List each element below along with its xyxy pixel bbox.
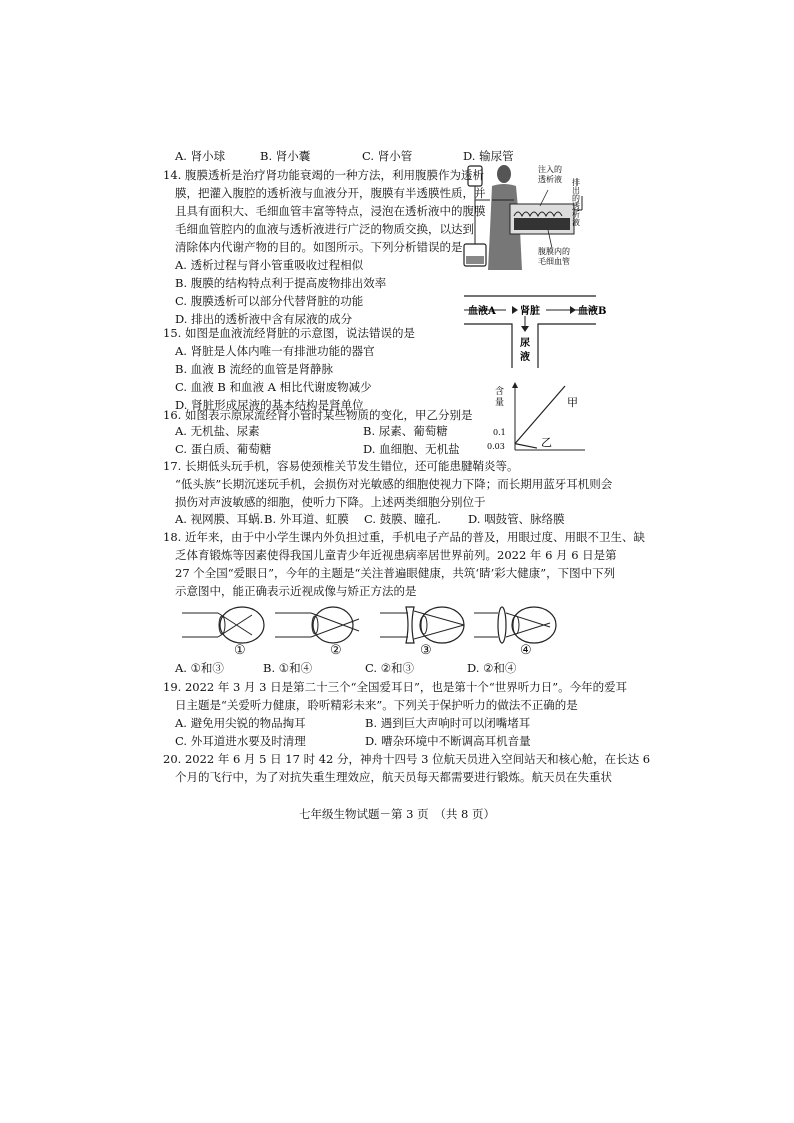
q14-option-b: B. 腹膜的结构特点利于提高废物排出效率 bbox=[175, 276, 387, 290]
q15-option-d: D. 肾脏形成尿液的基本结构是肾单位 bbox=[175, 398, 364, 412]
q18-stem-line-3: 27 个全国“爱眼日”，今年的主题是“关注普遍眼健康，共筑‘睛’彩大健康”，下图中下列 bbox=[175, 566, 616, 580]
q14-stem-line-5: 清除体内代谢产物的目的。如图所示。下列分析错误的是 bbox=[175, 240, 463, 254]
q15-option-c: C. 血液 B 和血液 A 相比代谢废物减少 bbox=[175, 380, 372, 394]
series-jia-line bbox=[515, 386, 565, 444]
label-jia: 甲 bbox=[567, 396, 578, 409]
q18-option-b: B. ①和④ bbox=[263, 661, 313, 675]
q18-option-a: A. ①和③ bbox=[175, 661, 224, 675]
q13-option-c: C. 肾小管 bbox=[362, 149, 413, 163]
q16-option-c: C. 蛋白质、葡萄糖 bbox=[175, 442, 272, 456]
q19-option-b: B. 遇到巨大声响时可以闭嘴堵耳 bbox=[365, 716, 531, 730]
q16-option-b: B. 尿素、葡萄糖 bbox=[363, 424, 448, 438]
q16-stem: 16. 如图表示原尿流经肾小管时某些物质的变化，甲乙分别是 bbox=[163, 408, 473, 422]
label-capillaries-2: 毛细血管 bbox=[538, 257, 570, 266]
label-yi: 乙 bbox=[541, 436, 552, 449]
q18-option-c: C. ②和③ bbox=[365, 661, 415, 675]
q15-option-a: A. 肾脏是人体内唯一有排泄功能的器官 bbox=[175, 344, 375, 358]
q14-stem-line-1: 14. 腹膜透析是治疗肾功能衰竭的一种方法，利用腹膜作为透析 bbox=[163, 168, 484, 182]
q15-option-b: B. 血液 B 流经的血管是肾静脉 bbox=[175, 362, 334, 376]
q13-option-a: A. 肾小球 bbox=[175, 149, 226, 163]
figure-number-3: ③ bbox=[420, 643, 432, 658]
label-injected-fluid: 注入的 bbox=[538, 165, 562, 174]
q17-stem-line-1: 17. 长期低头玩手机，容易使颈椎关节发生错位，还可能患腱鞘炎等。 bbox=[163, 459, 519, 473]
q14-stem-line-4: 毛细血管腔内的血液与透析液进行广泛的物质交换，以达到 bbox=[175, 222, 474, 236]
figure-number-4: ④ bbox=[520, 643, 532, 658]
q14-stem-line-3: 且具有面积大、毛细血管丰富等特点，浸泡在透析液中的腹膜 bbox=[175, 204, 486, 218]
eye-diagram-4 bbox=[474, 605, 566, 645]
q16-option-a: A. 无机盐、尿素 bbox=[175, 424, 260, 438]
label-urine: 尿 bbox=[520, 338, 530, 349]
label-urine-2: 液 bbox=[520, 352, 530, 363]
eye-diagram-3 bbox=[380, 605, 472, 645]
label-capillaries: 腹膜内的 bbox=[538, 247, 570, 256]
q16-option-d: D. 血细胞、无机盐 bbox=[363, 442, 460, 456]
y-axis-label-1: 含 bbox=[495, 387, 505, 397]
q13-option-b: B. 肾小囊 bbox=[260, 149, 311, 163]
q19-option-a: A. 避免用尖锐的物品掏耳 bbox=[175, 716, 306, 730]
substance-change-graph bbox=[485, 380, 605, 455]
convex-lens-icon bbox=[498, 607, 506, 643]
q19-option-c: C. 外耳道进水要及时清理 bbox=[175, 734, 306, 748]
tick-low: 0.03 bbox=[487, 442, 505, 451]
q19-option-d: D. 嘈杂环境中不断调高耳机音量 bbox=[365, 734, 531, 748]
label-drained-fluid: 排出的透析液 bbox=[571, 178, 581, 226]
q14-stem-line-2: 膜，把灌入腹腔的透析液与血液分开，腹膜有半透膜性质，并 bbox=[175, 186, 486, 200]
label-urine-full: 尿液 bbox=[660, 290, 662, 291]
concave-lens-icon bbox=[406, 607, 414, 643]
q20-stem-line-2: 个月的飞行中，为了对抗失重生理效应，航天员每天都需要进行锻炼。航天员在失重状 bbox=[175, 770, 612, 784]
figure-number-1: ① bbox=[234, 643, 246, 658]
eye-diagram-1 bbox=[182, 605, 274, 645]
q17-stem-line-2: “低头族”长期沉迷玩手机，会损伤对光敏感的细胞使视力下降；而长期用蓝牙耳机则会 bbox=[175, 477, 613, 491]
dialysis-figure bbox=[460, 160, 590, 275]
kidney-flow-figure bbox=[460, 290, 662, 370]
q17-option-d: D. 咽鼓管、脉络膜 bbox=[468, 512, 565, 526]
label-blood-a: 血液A bbox=[468, 306, 496, 317]
figure-number-2: ② bbox=[330, 643, 342, 658]
label-kidney: 肾脏 bbox=[520, 306, 540, 317]
page-footer: 七年级生物试题－第 3 页 （共 8 页） bbox=[298, 807, 495, 821]
q14-option-c: C. 腹膜透析可以部分代替肾脏的功能 bbox=[175, 294, 364, 308]
q14-option-a: A. 透析过程与肾小管重吸收过程相似 bbox=[175, 258, 364, 272]
y-axis-label-2: 量 bbox=[495, 398, 505, 408]
q19-stem-line-2: 日主题是“关爱听力健康，聆听精彩未来”。下列关于保护听力的做法不正确的是 bbox=[175, 698, 578, 712]
q18-stem-line-1: 18. 近年来，由于中小学生课内外负担过重，手机电子产品的普及，用眼过度、用眼不卫生、缺 bbox=[163, 530, 645, 544]
q17-option-b: B. 外耳道、虹膜 bbox=[264, 512, 349, 526]
q13-option-d: D. 输尿管 bbox=[463, 149, 514, 163]
q18-stem-line-2: 乏体育锻炼等因素使得我国儿童青少年近视患病率居世界前列。2022 年 6 月 6 日是第 bbox=[175, 548, 617, 562]
q18-stem-line-4: 示意图中，能正确表示近视成像与矫正方法的是 bbox=[175, 584, 417, 598]
q20-stem-line-1: 20. 2022 年 6 月 5 日 17 时 42 分，神舟十四号 3 位航天员进入空间站天和核心舱，在长达 6 bbox=[163, 752, 651, 766]
y-axis-label: 含量 bbox=[595, 380, 597, 381]
q15-stem: 15. 如图是血液流经肾脏的示意图，说法错误的是 bbox=[163, 326, 415, 340]
q19-stem-line-1: 19. 2022 年 3 月 3 日是第二十三个“全国爱耳日”，也是第十个“世界听力日”。今年的爱耳 bbox=[163, 680, 628, 694]
tick-high: 0.1 bbox=[493, 428, 506, 437]
q18-option-d: D. ②和④ bbox=[467, 661, 517, 675]
q17-option-a: A. 视网膜、耳蜗. bbox=[175, 512, 264, 526]
q14-option-d: D. 排出的透析液中含有尿液的成分 bbox=[175, 312, 353, 326]
q17-option-c: C. 鼓膜、瞳孔. bbox=[364, 512, 441, 526]
eye-diagram-2 bbox=[275, 605, 367, 645]
label-blood-b: 血液B bbox=[578, 306, 607, 317]
series-yi-line bbox=[515, 444, 537, 448]
label-injected-fluid-2: 透析液 bbox=[538, 175, 562, 184]
q17-stem-line-3: 损伤对声波敏感的细胞，使听力下降。上述两类细胞分别位于 bbox=[175, 495, 486, 509]
